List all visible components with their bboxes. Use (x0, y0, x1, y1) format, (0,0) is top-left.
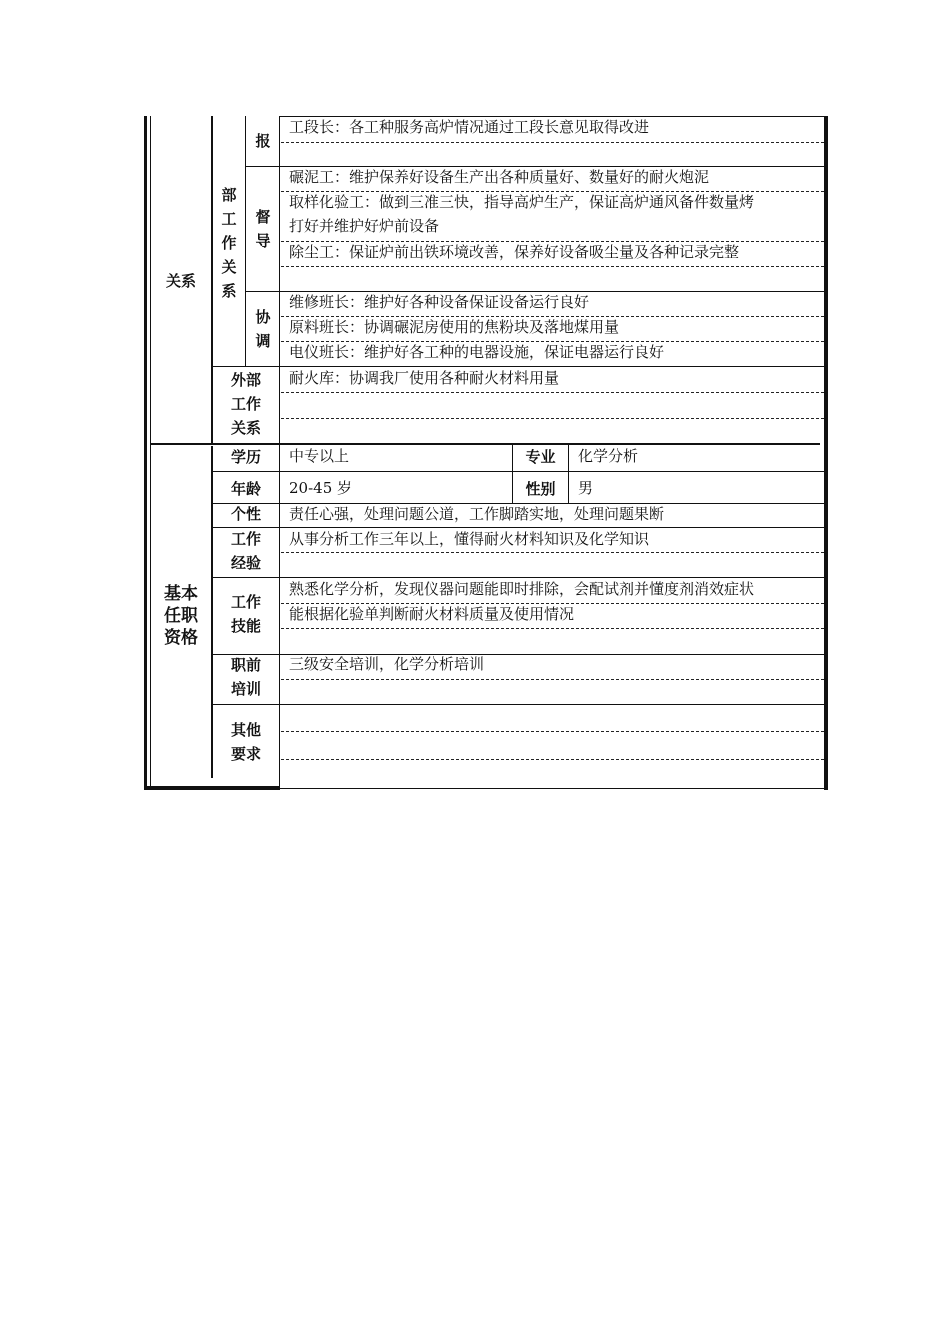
education-label: 学历 (230, 448, 261, 466)
dashed-rule (281, 628, 824, 629)
coordinate-line: 电仪班长：维护好各工种的电器设施，保证电器运行良好 (289, 343, 665, 361)
dashed-rule (281, 603, 824, 604)
supervise-line: 除尘工：保证炉前出铁环境改善，保养好设备吸尘量及各种记录完整 (289, 243, 740, 261)
external-relations-label-line-2: 工作 (230, 395, 261, 413)
frame-bottom-border (144, 786, 280, 790)
qualifications-label-line-2: 任职 (164, 606, 198, 626)
coordinate-line: 维修班长：维护好各种设备保证设备运行良好 (289, 293, 590, 311)
experience-label-line-2: 经验 (230, 554, 261, 572)
row-rule-personality (211, 527, 825, 528)
dashed-rule (281, 316, 824, 317)
supervise-line: 碾泥工：维护保养好设备生产出各种质量好、数量好的耐火炮泥 (289, 168, 710, 186)
skills-line: 熟悉化学分析，发现仪器问题能即时排除，会配试剂并懂度剂消效症状 (289, 580, 755, 598)
relations-label: 关系 (165, 272, 196, 290)
coordinate-line: 原料班长：协调碾泥房使用的焦粉块及落地煤用量 (289, 318, 620, 336)
skills-label-line-1: 工作 (230, 593, 261, 611)
age-label: 年龄 (230, 480, 261, 498)
row-rule-age (211, 503, 825, 504)
external-relations-label-line-1: 外部 (230, 371, 261, 389)
gender-value: 男 (578, 479, 594, 497)
dashed-rule (281, 266, 824, 267)
frame-inner-left-rule (150, 116, 151, 790)
external-line: 耐火库：协调我厂使用各种耐火材料用量 (289, 369, 560, 387)
row-rule-supervise-end (245, 291, 825, 292)
dashed-rule (281, 392, 824, 393)
dashed-rule (281, 191, 824, 192)
other-label-line-1: 其他 (230, 721, 261, 739)
other-label-line-2: 要求 (230, 745, 261, 763)
supervise-label: 督导 (255, 208, 271, 250)
qualifications-label-line-1: 基本 (164, 584, 198, 604)
qualifications-label-line-3: 资格 (164, 628, 198, 648)
gender-label: 性别 (525, 480, 556, 498)
major-label: 专业 (525, 448, 556, 466)
col-rule-major-value (568, 444, 569, 504)
age-value: 20-45 岁 (289, 479, 353, 497)
row-rule-experience (211, 577, 825, 578)
col-rule-subcategory (245, 116, 246, 366)
col-rule-content (279, 116, 280, 788)
training-value: 三级安全培训，化学分析培训 (289, 655, 485, 673)
report-line: 工段长：各工种服务高炉情况通过工段长意见取得改进 (289, 118, 650, 136)
dashed-rule (281, 679, 824, 680)
personality-label: 个性 (230, 505, 261, 523)
skills-line: 能根据化验单判断耐火材料质量及使用情况 (289, 605, 575, 623)
section-divider (150, 443, 820, 445)
dashed-rule (281, 241, 824, 242)
dashed-rule (281, 759, 824, 760)
report-label: 报 (255, 132, 271, 150)
supervise-line: 取样化验工：做到三准三快，指导高炉生产，保证高炉通风备件数量烤 (289, 193, 755, 211)
dashed-rule (281, 341, 824, 342)
frame-bottom-rule (280, 788, 828, 789)
training-label-line-2: 培训 (230, 680, 261, 698)
experience-value: 从事分析工作三年以上，懂得耐火材料知识及化学知识 (289, 530, 650, 548)
row-rule-internal-end (211, 366, 825, 367)
external-relations-label-line-3: 关系 (230, 419, 261, 437)
col-rule-category (211, 116, 213, 444)
frame-left-border (144, 116, 147, 790)
personality-value: 责任心强，处理问题公道，工作脚踏实地，处理问题果断 (289, 505, 665, 523)
education-value: 中专以上 (289, 447, 350, 465)
major-value: 化学分析 (578, 447, 639, 465)
frame-right-border (824, 116, 828, 790)
row-rule-training (211, 704, 825, 705)
skills-label-line-2: 技能 (230, 617, 261, 635)
training-label-line-1: 职前 (230, 656, 261, 674)
supervise-line: 打好并维护好炉前设备 (289, 217, 440, 235)
experience-label-line-1: 工作 (230, 530, 261, 548)
dashed-rule (281, 418, 824, 419)
frame-top-rule (280, 116, 828, 117)
dashed-rule (281, 142, 824, 143)
dashed-rule (281, 731, 824, 732)
row-rule-report-end (245, 166, 825, 167)
coordinate-label: 协调 (255, 308, 271, 350)
internal-relations-label: 部工作关系 (221, 186, 237, 300)
row-rule-education (211, 471, 825, 472)
dashed-rule (281, 552, 824, 553)
